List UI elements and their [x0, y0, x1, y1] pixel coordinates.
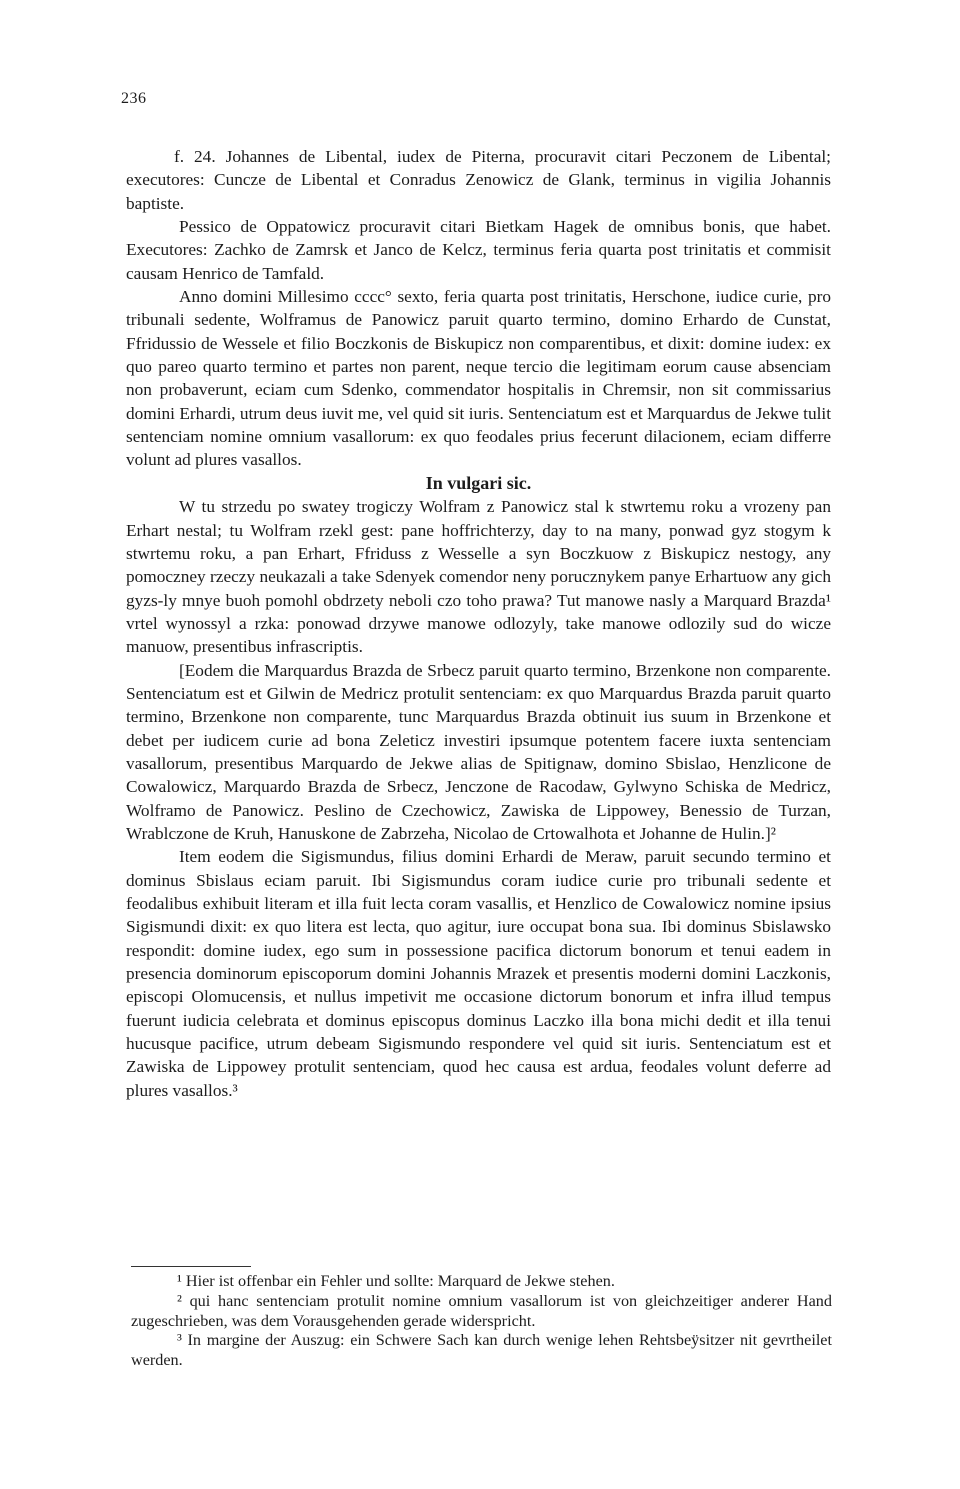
paragraph-6: Item eodem die Sigismundus, filius domini Erhardi de Meraw, paruit secundo termino et dominus Sbislaus eciam paruit. Ibi Sigismundus coram iudice curie pro tribunali sedente et feodalibus exhibuit literam et illa fuit lecta coram vasallis, et Henzlico de Cowalowicz nomine ipsius Sigismundi dixit: ex quo litera est lecta, quo agitur, iure occupat bona sua. Ibi dominus Sbislawsko respondit: domine iudex, ego sum in possessione pacifica dictorum bonorum et tenui eadem in presencia dominorum episcoporum domini Johannis Mrazek et presentis moderni domini Laczkonis, episcopi Olomucensis, et nullus impetivit me occasione dictorum bonorum et infra illud tempus fuerunt iudicia celebrata et dominus episcopus dominus Laczko illa bona michi dedit et illa tenui hucusque pacifice, utrum debeam Sigismundo respondere vel quid sit iuris. Sentenciatum est et Zawiska de Lippowey protulit sentenciam, quod hec causa est ardua, feodales volunt deferre ad plures vasallos.³ [126, 847, 831, 1100]
footnote-divider [131, 1266, 251, 1267]
section-heading: In vulgari sic. [425, 472, 532, 493]
paragraph-4: W tu strzedu po swatey trogiczy Wolfram z Panowicz stal k stwrtemu roku a vrozeny pan Erhart nestal; tu Wolfram rzekl gest: pane hoffrichterzy, day to na many, ponwad gyz stogym k stwrtemu roku, a pan Erhart, Ffriduss z Wesselle a syn Boczkuow z Biskupicz nestogy, any pomoczney rzeczy neukazali a take Sdenyek comendor neny porucznykem panye Erhartuow any gich gyzs-ly mnye buoh pomohl obdrzety neboli czo toho prawa? Tut manowe nasly a Marquard Brazda¹ vrtel wynossyl a rzka: ponowad drzywe manowe odlozyly, take manowe odlozily sud do wicze manuow, presentibus infrascriptis. [126, 497, 831, 657]
footnote-2: ² qui hanc sentenciam protulit nomine omnium vasallorum ist von gleichzeitiger anderer Hand zugeschrieben, was dem Vorausgehenden gerade widerspricht. [131, 1291, 832, 1330]
footnote-1: ¹ Hier ist offenbar ein Fehler und sollte: Marquard de Jekwe stehen. [177, 1272, 615, 1290]
page-number: 236 [121, 90, 147, 107]
paragraph-1: f. 24. Johannes de Libental, iudex de Piterna, procuravit citari Peczonem de Libental; executores: Cuncze de Libental et Conradus Zenowicz de Glank, terminus in vigilia Johannis baptiste. [126, 147, 831, 213]
footnote-3: ³ In margine der Auszug: ein Schwere Sach kan durch wenige lehen Rehtsbeÿsitzer nit gevrtheilet werden. [131, 1331, 832, 1370]
main-text [126, 145, 831, 1102]
paragraph-5: [Eodem die Marquardus Brazda de Srbecz paruit quarto termino, Brzenkone non comparente. Sentenciatum est et Gilwin de Medricz protulit sentenciam: ex quo Marquardus Brazda paruit quarto termino, Brzenkone non comparente, tunc Marquardus Brazda obtinuit ius suum in Brzenkone et debet per iudicem curie ad bona Zeleticz investiri ipsumque potentem facere iuxta sentenciam vasallorum, presentibus Marquardo de Jekwe alias de Spitignaw, domino Sbislao, Henzlicone de Cowalowicz, Marquardo Brazda de Srbecz, Jenczone de Racodaw, Gylwyno Schiska de Medricz, Wolframo de Panowicz. Peslino de Czechowicz, Zawiska de Lippowey, Benessio de Turzan, Wrablczone de Kruh, Hanuskone de Zabrzeha, Nicolao de Crtowalhota et Johanne de Hulin.]² [126, 660, 831, 843]
footnotes [131, 1272, 832, 1371]
paragraph-3: Anno domini Millesimo cccc° sexto, feria quarta post trinitatis, Herschone, iudice curie, pro tribunali sedente, Wolframus de Panowicz paruit quarto termino, domino Erhardo de Cunstat, Ffridussio de Wessele et filio Boczkonis de Biskupicz non comparentibus, et dixit: domine iudex: ex quo pareo quarto termino et partes non parent, neque tercio die legitimam eorum cause absenciam non probaverunt, eciam cum Sdenko, commendator hospitalis in Chremsir, non sit commissarius domini Erhardi, utrum deus iuvit me, vel quid sit iuris. Sentenciatum est et Marquardus de Jekwe tulit sentenciam nomine omnium vasallorum: ex quo feodales prius fecerunt dilacionem, eciam differre volunt ad plures vasallos. [126, 287, 831, 470]
paragraph-2: Pessico de Oppatowicz procuravit citari Bietkam Hagek de omnibus bonis, que habet. Executores: Zachko de Zamrsk et Janco de Kelcz, terminus feria quarta post trinitatis et commisit causam Henrico de Tamfald. [126, 217, 831, 283]
